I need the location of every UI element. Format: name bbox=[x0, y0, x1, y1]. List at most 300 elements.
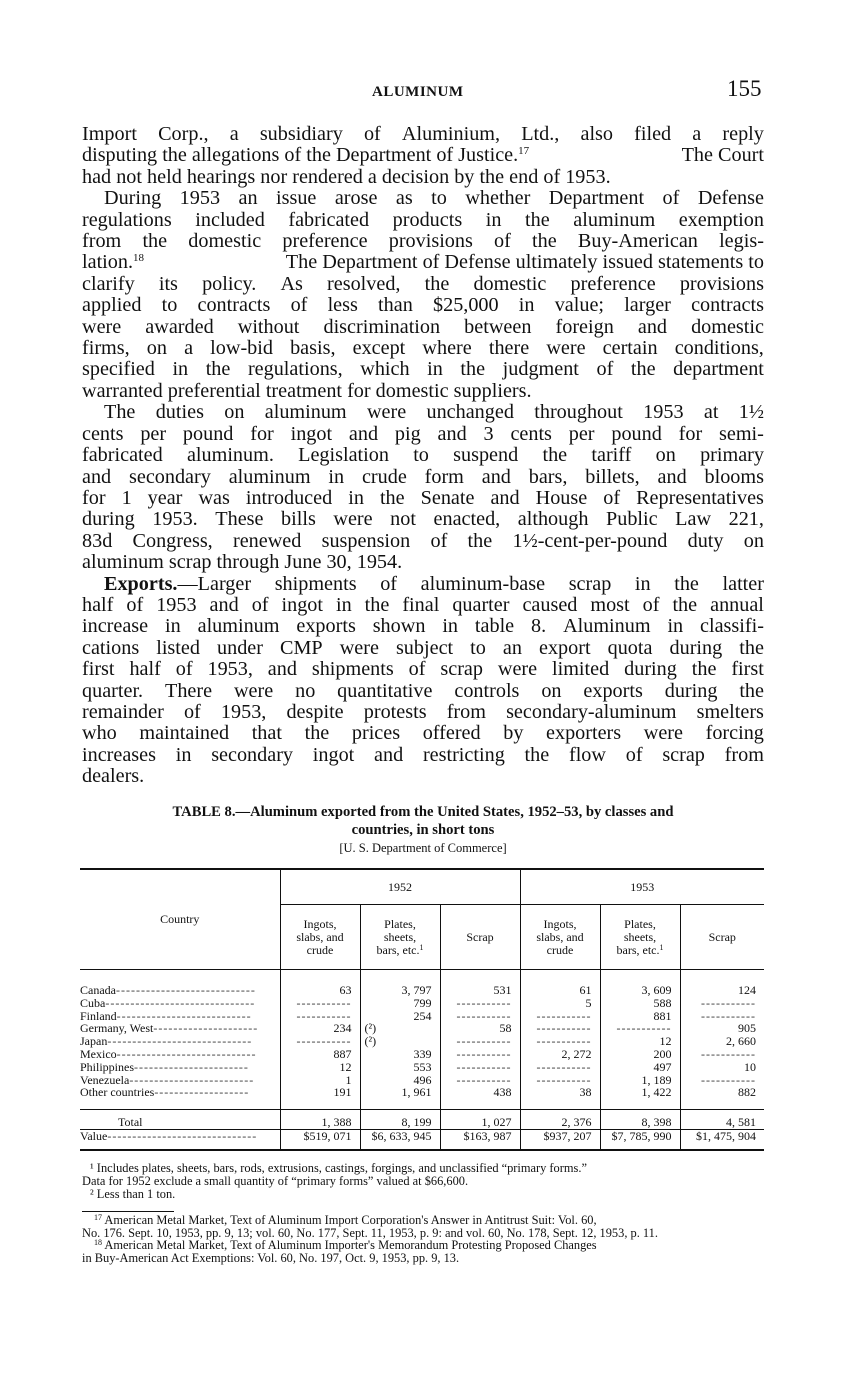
word: reply bbox=[722, 124, 764, 145]
empty-leader: ----------- bbox=[536, 1072, 592, 1087]
word: and bbox=[267, 659, 297, 681]
header-line: Ingots, bbox=[303, 916, 337, 931]
word: that bbox=[251, 723, 282, 745]
value-label bbox=[80, 1129, 280, 1149]
word: per bbox=[140, 423, 167, 445]
table-cell: 10 bbox=[680, 1061, 764, 1074]
word: forcing bbox=[705, 723, 764, 745]
text-fragment bbox=[82, 252, 149, 273]
text-line bbox=[82, 231, 764, 252]
word: Defense bbox=[697, 188, 764, 210]
text-line bbox=[82, 445, 764, 466]
empty-leader: ----------- bbox=[456, 1059, 512, 1074]
text-line: dealers. bbox=[82, 766, 145, 788]
word: quota bbox=[607, 637, 653, 659]
word: of bbox=[494, 231, 511, 253]
body-text bbox=[82, 124, 764, 788]
dot-leader: ----------------------- bbox=[134, 1059, 249, 1074]
word: secondary bbox=[129, 466, 211, 488]
word: and bbox=[637, 316, 668, 338]
text-line: had not held hearings nor rendered a decision by the end of 1953. bbox=[82, 166, 611, 188]
word: were bbox=[339, 637, 379, 659]
text-fragment: American Metal Market, Text of Aluminum Importer's Memorandum Protesting Proposed Changes bbox=[104, 1238, 597, 1253]
word: the bbox=[542, 445, 568, 467]
word: final bbox=[402, 594, 440, 616]
footnote-18-line: in Buy-American Act Exemptions: Vol. 60, No. 197, Oct. 9, 1953, pp. 9, 13. bbox=[82, 1250, 460, 1265]
word: provisions bbox=[388, 231, 473, 253]
word: on bbox=[655, 445, 676, 467]
word: than bbox=[378, 295, 413, 317]
text-line: aluminum scrap through June 30, 1954. bbox=[82, 552, 403, 574]
word: awarded bbox=[145, 316, 214, 338]
word: larger bbox=[624, 295, 671, 317]
text-line bbox=[82, 252, 764, 273]
word: for bbox=[250, 423, 274, 445]
country-name: Germany, West bbox=[80, 1021, 154, 1036]
country-cell bbox=[80, 1086, 280, 1109]
word: semi- bbox=[719, 423, 764, 445]
word: blooms bbox=[704, 466, 764, 488]
word: which bbox=[360, 359, 410, 381]
table-cell: 2, 376 bbox=[520, 1110, 600, 1130]
word: duties bbox=[155, 402, 204, 424]
word: and bbox=[348, 423, 379, 445]
word: 1953, bbox=[220, 701, 267, 723]
text-line bbox=[82, 338, 764, 359]
word: under bbox=[217, 637, 263, 659]
exports-table bbox=[80, 868, 764, 1151]
word: Public bbox=[606, 509, 658, 531]
column-header-scrap: Scrap bbox=[680, 905, 764, 970]
word: scrap bbox=[662, 744, 705, 766]
text-line bbox=[82, 574, 764, 595]
word: the bbox=[532, 231, 557, 253]
table-cell: 1, 388 bbox=[280, 1110, 360, 1130]
word: unchanged bbox=[426, 402, 514, 424]
word: on bbox=[224, 402, 245, 424]
empty-leader: ----------- bbox=[536, 1034, 592, 1049]
word: tariff bbox=[591, 445, 632, 467]
word: preference bbox=[570, 273, 656, 295]
text-line: warranted preferential treatment for domestic suppliers. bbox=[82, 380, 532, 402]
word: Import bbox=[82, 124, 137, 145]
text-line bbox=[82, 188, 764, 209]
header-line: Plates, bbox=[384, 916, 416, 931]
word: CMP bbox=[280, 637, 323, 659]
table-cell: $937, 207 bbox=[520, 1129, 600, 1149]
text-line bbox=[82, 424, 764, 445]
word: were bbox=[546, 338, 586, 360]
word: most bbox=[590, 594, 630, 616]
country-name: Mexico bbox=[80, 1046, 117, 1061]
word: crude bbox=[361, 466, 407, 488]
empty-leader: ----------- bbox=[616, 1021, 672, 1036]
word: policy. bbox=[202, 273, 257, 295]
word: There bbox=[165, 680, 213, 702]
table-cell: (²) bbox=[360, 1022, 440, 1035]
running-header-title: ALUMINUM bbox=[372, 84, 464, 100]
word: in bbox=[348, 487, 364, 509]
word: Law bbox=[675, 509, 712, 531]
dot-leader: --------------------- bbox=[153, 1021, 259, 1036]
text-line bbox=[82, 702, 764, 723]
empty-leader: ----------- bbox=[456, 1072, 512, 1087]
word: Aluminium, bbox=[401, 124, 501, 145]
word: of bbox=[408, 659, 426, 681]
table-cell: 61 bbox=[520, 970, 600, 997]
table-cell: 497 bbox=[600, 1061, 680, 1074]
table-cell bbox=[680, 1048, 764, 1061]
text-line bbox=[82, 616, 764, 637]
footnote-rule bbox=[82, 1211, 174, 1212]
country-name: Canada bbox=[80, 983, 116, 997]
word: although bbox=[517, 509, 589, 531]
year-header-1952: 1952 bbox=[280, 869, 520, 905]
word: form bbox=[424, 466, 464, 488]
word: in bbox=[634, 573, 651, 595]
header-line: crude bbox=[546, 942, 574, 957]
word: low-bid bbox=[210, 338, 273, 360]
dot-leader: ------------------- bbox=[154, 1085, 250, 1100]
country-name: Other countries bbox=[80, 1085, 155, 1100]
word: $25,000 bbox=[433, 295, 499, 317]
word: in bbox=[518, 295, 535, 317]
table-row bbox=[80, 1086, 764, 1109]
word: the bbox=[691, 659, 717, 681]
footnote-number: 18 bbox=[94, 1238, 102, 1248]
dot-leader: --------------------------- bbox=[116, 1008, 252, 1023]
header-line: crude bbox=[306, 942, 334, 957]
footnote-ref: 1 bbox=[659, 942, 664, 952]
word: to bbox=[431, 188, 447, 210]
word: cations bbox=[82, 637, 140, 659]
word: Buy-American bbox=[577, 231, 698, 253]
word: pig bbox=[394, 423, 421, 445]
column-header-plates bbox=[360, 905, 440, 970]
word: per bbox=[568, 423, 595, 445]
word: exports bbox=[583, 680, 643, 702]
word: conditions, bbox=[674, 338, 764, 360]
text-line bbox=[82, 638, 764, 659]
country-name: Finland bbox=[80, 1008, 117, 1023]
word: aluminum bbox=[573, 209, 656, 231]
word: provisions bbox=[679, 273, 764, 295]
word: half bbox=[82, 594, 114, 616]
dot-leader: ------------------------------ bbox=[105, 995, 256, 1010]
word: a bbox=[184, 338, 194, 360]
word: increase bbox=[82, 616, 149, 638]
word: were bbox=[82, 316, 122, 338]
empty-leader: ----------- bbox=[701, 1046, 756, 1061]
word: shipments bbox=[311, 659, 394, 681]
word: no bbox=[295, 680, 316, 702]
word: were bbox=[333, 509, 373, 531]
word: legis- bbox=[719, 231, 764, 253]
table-cell: 905 bbox=[680, 1022, 764, 1035]
word: was bbox=[198, 487, 230, 509]
word: cents bbox=[510, 423, 552, 445]
table-cell: $163, 987 bbox=[440, 1129, 520, 1149]
word: less bbox=[327, 295, 358, 317]
word: products bbox=[392, 209, 463, 231]
table-caption bbox=[82, 803, 764, 839]
dot-leader: ----------------------------- bbox=[107, 1034, 253, 1049]
footnote-ref: 18 bbox=[133, 252, 145, 265]
word: bills bbox=[281, 509, 316, 531]
table-caption-line: countries, in short tons bbox=[351, 822, 495, 838]
word: during bbox=[82, 509, 135, 531]
empty-leader: ----------- bbox=[296, 1034, 352, 1049]
footnote-ref: 17 bbox=[518, 145, 530, 158]
page-number: 155 bbox=[727, 76, 762, 101]
word: from bbox=[724, 744, 764, 766]
word: 1½ bbox=[738, 402, 764, 424]
word: on bbox=[541, 680, 562, 702]
table-cell: (²) bbox=[360, 1035, 440, 1048]
word: annual bbox=[710, 594, 764, 616]
word: ingot bbox=[281, 594, 323, 616]
word: ingot bbox=[290, 423, 333, 445]
word: clarify bbox=[82, 273, 135, 295]
word: bars, bbox=[528, 466, 568, 488]
empty-leader: ----------- bbox=[456, 1034, 512, 1049]
table-note: Data for 1952 exclude a small quantity of “primary forms” valued at $66,600. bbox=[82, 1173, 469, 1188]
table-cell: 882 bbox=[680, 1086, 764, 1109]
word: domestic bbox=[691, 316, 764, 338]
word: discrimination bbox=[323, 316, 441, 338]
text-fragment bbox=[82, 145, 529, 166]
word: cents bbox=[82, 423, 124, 445]
word: despite bbox=[286, 701, 344, 723]
text-line bbox=[82, 467, 764, 488]
word: the bbox=[739, 637, 764, 659]
word: the bbox=[524, 744, 550, 766]
word: judgment bbox=[502, 359, 579, 381]
header-line: bars, etc. bbox=[376, 942, 420, 957]
table-cell: 38 bbox=[520, 1086, 600, 1109]
word: certain bbox=[602, 338, 658, 360]
table-cell: 2, 660 bbox=[680, 1035, 764, 1048]
dot-leader: ---------------------------- bbox=[116, 1046, 257, 1061]
word: quarter bbox=[452, 594, 510, 616]
table-cell: 887 bbox=[280, 1048, 360, 1061]
empty-leader: ----------- bbox=[536, 1008, 592, 1023]
word: aluminum. bbox=[186, 445, 274, 467]
word: Exports.—Larger bbox=[104, 573, 252, 595]
word: in bbox=[667, 616, 684, 638]
word: foreign bbox=[555, 316, 614, 338]
word: fabricated bbox=[82, 445, 163, 467]
country-cell bbox=[80, 970, 280, 997]
word: controls bbox=[454, 680, 520, 702]
country-name: Philippines bbox=[80, 1059, 135, 1074]
word: an bbox=[502, 637, 522, 659]
word: and bbox=[374, 744, 404, 766]
word: 3 bbox=[483, 423, 494, 445]
table-cell: 58 bbox=[440, 1022, 520, 1035]
word: Aluminum bbox=[563, 616, 651, 638]
word: of bbox=[251, 594, 269, 616]
word: to bbox=[161, 295, 178, 317]
table-source: [U. S. Department of Commerce] bbox=[339, 841, 507, 855]
word: of bbox=[183, 701, 201, 723]
word: half bbox=[129, 659, 161, 681]
word: increases bbox=[82, 744, 156, 766]
header-line: slabs, and bbox=[536, 929, 584, 944]
word: filed bbox=[634, 124, 672, 145]
word: 1953. bbox=[152, 509, 198, 531]
text-line bbox=[82, 488, 764, 509]
word: shipments bbox=[274, 573, 357, 595]
table-cell: 124 bbox=[680, 970, 764, 997]
empty-leader: ----------- bbox=[456, 1008, 512, 1023]
word: during bbox=[624, 659, 677, 681]
word: 1 bbox=[121, 487, 132, 509]
text-line bbox=[82, 509, 764, 530]
year-header-1953: 1953 bbox=[520, 869, 764, 905]
empty-leader: ----------- bbox=[701, 1072, 756, 1087]
table-cell: 254 bbox=[360, 1010, 440, 1023]
table-cell: 12 bbox=[280, 1061, 360, 1074]
table-note: ² Less than 1 ton. bbox=[90, 1186, 176, 1201]
word: a bbox=[229, 124, 239, 145]
word: domestic bbox=[188, 231, 262, 253]
header-line: sheets, bbox=[383, 929, 417, 944]
empty-leader: ----------- bbox=[701, 995, 756, 1010]
word: scrap bbox=[568, 573, 612, 595]
word: and bbox=[481, 466, 511, 488]
table-cell: 496 bbox=[360, 1074, 440, 1087]
word: During bbox=[104, 188, 162, 210]
word: basis, bbox=[290, 338, 336, 360]
table-cell: 5 bbox=[520, 997, 600, 1010]
word: from bbox=[82, 231, 122, 253]
word: protests bbox=[363, 701, 427, 723]
word: latter bbox=[722, 573, 764, 595]
word: and bbox=[209, 594, 239, 616]
word: of bbox=[290, 295, 308, 317]
table-cell: $1, 475, 904 bbox=[680, 1129, 764, 1149]
empty-leader: ----------- bbox=[536, 1059, 592, 1074]
word: 1953 bbox=[179, 188, 221, 210]
word: maintained bbox=[139, 723, 230, 745]
word: value; bbox=[554, 295, 605, 317]
word: the bbox=[205, 359, 231, 381]
word: aluminum bbox=[228, 466, 311, 488]
word: in bbox=[175, 744, 192, 766]
word: subject bbox=[395, 637, 454, 659]
table-cell: $6, 633, 945 bbox=[360, 1129, 440, 1149]
table-cell: 234 bbox=[280, 1022, 360, 1035]
table-cell: 8, 199 bbox=[360, 1110, 440, 1130]
text-fragment: American Metal Market, Text of Aluminum Import Corporation's Answer in Antitrust Suit: Vol. 60, bbox=[104, 1213, 597, 1227]
word: the bbox=[379, 487, 405, 509]
table-cell: 3, 797 bbox=[360, 970, 440, 997]
word: a bbox=[692, 124, 702, 145]
word: Department bbox=[548, 188, 645, 210]
word: who bbox=[82, 723, 117, 745]
word: the bbox=[525, 209, 550, 231]
word: arose bbox=[334, 188, 378, 210]
table-cell: 8, 398 bbox=[600, 1110, 680, 1130]
country-name: Cuba bbox=[80, 995, 106, 1010]
word: of bbox=[625, 744, 643, 766]
table-cell: $7, 785, 990 bbox=[600, 1129, 680, 1149]
column-header-ingots bbox=[520, 905, 600, 970]
word: without bbox=[237, 316, 300, 338]
column-header-ingots bbox=[280, 905, 360, 970]
word: the bbox=[467, 530, 493, 552]
word: fabricated bbox=[288, 209, 370, 231]
word: subsidiary bbox=[259, 124, 343, 145]
text-fragment: The Department of Defense ultimately issued statements to bbox=[285, 252, 764, 274]
word: aluminum bbox=[197, 616, 280, 638]
word: department bbox=[673, 359, 764, 381]
word: pound bbox=[611, 423, 662, 445]
word: firms, bbox=[82, 338, 130, 360]
text-line bbox=[82, 595, 764, 616]
table-cell: $519, 071 bbox=[280, 1129, 360, 1149]
header-line: sheets, bbox=[623, 929, 657, 944]
word: aluminum-base bbox=[420, 573, 546, 595]
word: listed bbox=[156, 637, 200, 659]
word: first bbox=[82, 659, 115, 681]
header-line: slabs, and bbox=[296, 929, 344, 944]
word: smelters bbox=[696, 701, 764, 723]
word: its bbox=[158, 273, 178, 295]
word: primary bbox=[700, 445, 764, 467]
table-cell: 881 bbox=[600, 1010, 680, 1023]
word: the bbox=[364, 594, 390, 616]
word: of bbox=[380, 573, 398, 595]
word: Representatives bbox=[636, 487, 764, 509]
word: there bbox=[488, 338, 530, 360]
table-cell: 588 bbox=[600, 997, 680, 1010]
word: 1953, bbox=[207, 659, 253, 681]
table-caption-line: TABLE 8.—Aluminum exported from the United States, 1952–53, by classes and bbox=[172, 804, 674, 820]
section-heading: Exports. bbox=[104, 573, 178, 595]
word: and bbox=[657, 466, 687, 488]
word: Senate bbox=[420, 487, 475, 509]
table-cell: 799 bbox=[360, 997, 440, 1010]
table-notes bbox=[82, 1162, 764, 1200]
word: 1½-cent-per-pound bbox=[512, 530, 668, 552]
header-line: Ingots, bbox=[543, 916, 577, 931]
word: table bbox=[474, 616, 515, 638]
word: Legislation bbox=[298, 445, 389, 467]
word: during bbox=[669, 637, 723, 659]
header-line: bars, etc. bbox=[616, 942, 660, 957]
word: of bbox=[126, 594, 144, 616]
word: ingot bbox=[312, 744, 355, 766]
text-line bbox=[82, 531, 764, 552]
word: the bbox=[142, 231, 168, 253]
word: 83d bbox=[82, 530, 113, 552]
word: were bbox=[233, 680, 274, 702]
empty-leader: ----------- bbox=[701, 1008, 756, 1023]
table-row bbox=[80, 970, 764, 997]
word: were bbox=[497, 659, 538, 681]
word: and bbox=[490, 487, 520, 509]
word: suspension bbox=[321, 530, 411, 552]
word: 221, bbox=[728, 509, 764, 531]
table-cell: 1, 422 bbox=[600, 1086, 680, 1109]
word: 1953 bbox=[156, 594, 197, 616]
word: export bbox=[539, 637, 591, 659]
word: of bbox=[642, 594, 660, 616]
word: an bbox=[238, 188, 258, 210]
text-fragment bbox=[94, 1214, 597, 1227]
